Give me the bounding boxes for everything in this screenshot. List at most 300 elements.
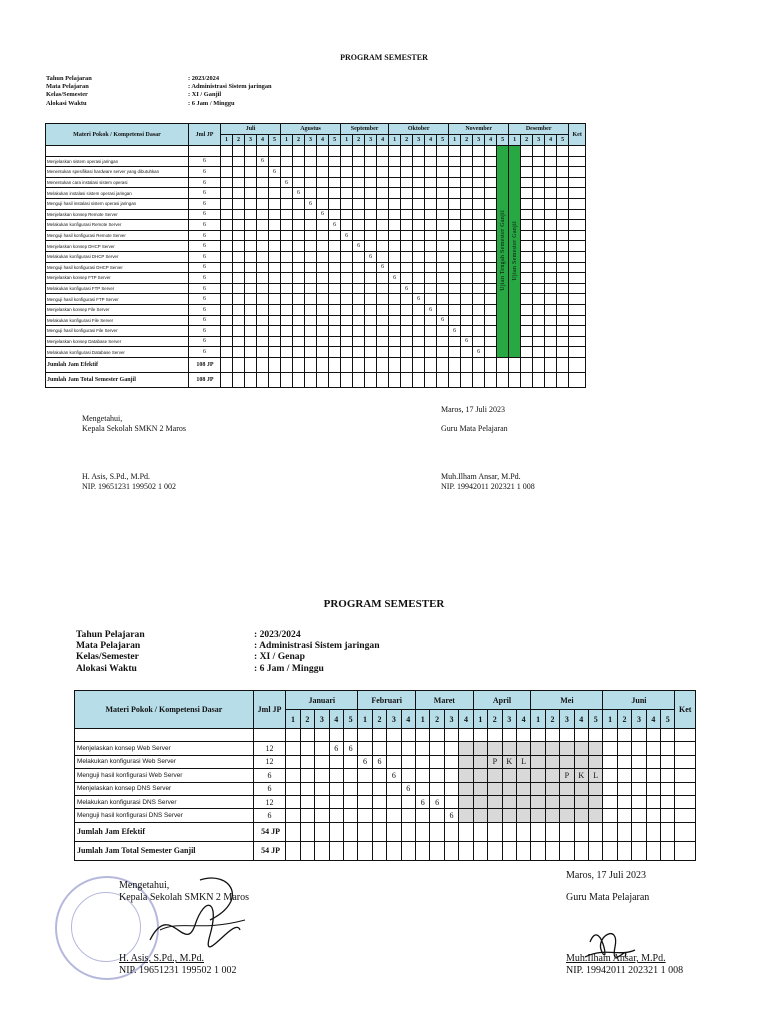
week-cell: [329, 167, 341, 178]
week-cell: [545, 283, 557, 294]
week-cell: [315, 755, 329, 768]
week-cell: [416, 782, 430, 795]
week-cell: [473, 146, 485, 157]
week-cell: [521, 198, 533, 209]
week-number: 2: [233, 135, 245, 146]
week-cell: [286, 782, 300, 795]
week-number: 4: [317, 135, 329, 146]
ket-cell: [569, 294, 586, 305]
page1-left-nip: NIP. 19651231 199502 1 002: [82, 482, 177, 491]
week-number: 4: [574, 710, 588, 729]
week-cell: [245, 347, 257, 358]
week-cell: [449, 251, 461, 262]
info-label: Kelas/Semester: [76, 651, 139, 663]
week-cell: [305, 315, 317, 326]
week-cell: [329, 283, 341, 294]
week-cell: [233, 167, 245, 178]
week-cell: [646, 769, 660, 782]
week-cell: [416, 742, 430, 755]
week-cell: [557, 220, 569, 231]
ket-cell: [675, 755, 696, 768]
week-cell: [269, 241, 281, 252]
week-cell: [286, 755, 300, 768]
week-cell: [329, 795, 343, 808]
week-cell: [485, 315, 497, 326]
page2-right-name: Muh.Ilham Ansar, M.Pd.: [566, 953, 666, 964]
week-cell: [317, 177, 329, 188]
week-cell: [372, 809, 386, 822]
week-cell: [557, 188, 569, 199]
week-cell: [545, 315, 557, 326]
week-cell: [485, 304, 497, 315]
week-cell: [257, 251, 269, 262]
week-cell: [557, 230, 569, 241]
ket-cell: [569, 283, 586, 294]
week-cell: [305, 294, 317, 305]
week-number: 2: [430, 710, 444, 729]
week-cell: [401, 251, 413, 262]
month-header: Mei: [531, 691, 603, 710]
week-cell: [387, 755, 401, 768]
week-cell: [533, 251, 545, 262]
week-cell: [281, 294, 293, 305]
jp-cell: 6: [189, 167, 221, 178]
week-cell: [377, 251, 389, 262]
week-cell: [245, 209, 257, 220]
week-cell: [485, 167, 497, 178]
week-cell: 6: [461, 336, 473, 347]
total-value: 54 JP: [253, 841, 286, 860]
week-cell: [257, 262, 269, 273]
month-header: September: [341, 124, 389, 135]
week-number: 5: [661, 710, 675, 729]
week-number: 2: [401, 135, 413, 146]
week-cell: [269, 156, 281, 167]
jp-cell: 12: [253, 795, 286, 808]
page1-schedule-table: [45, 123, 586, 388]
week-cell: [281, 156, 293, 167]
week-cell: [545, 262, 557, 273]
week-number: 2: [300, 710, 314, 729]
week-cell: [305, 188, 317, 199]
week-cell: [317, 336, 329, 347]
week-cell: [372, 742, 386, 755]
week-cell: [444, 782, 458, 795]
week-cell: 6: [389, 273, 401, 284]
week-cell: [413, 336, 425, 347]
jp-cell: 6: [253, 809, 286, 822]
week-number: 1: [286, 710, 300, 729]
week-cell: [317, 146, 329, 157]
week-cell: [221, 315, 233, 326]
week-cell: [485, 262, 497, 273]
week-cell: [317, 326, 329, 337]
week-cell: 6: [473, 347, 485, 358]
materi-cell: Menguji hasil konfigurasi DNS Server: [75, 809, 254, 822]
week-cell: [221, 347, 233, 358]
week-cell: [377, 304, 389, 315]
week-cell: [353, 262, 365, 273]
month-header: Oktober: [389, 124, 449, 135]
week-cell: [413, 230, 425, 241]
week-cell: [233, 315, 245, 326]
week-cell: [353, 347, 365, 358]
week-cell: [488, 809, 502, 822]
week-cell: [353, 294, 365, 305]
week-cell: [425, 347, 437, 358]
materi-cell: Menjelaskan konsep Remote Server: [46, 209, 189, 220]
week-cell: [305, 262, 317, 273]
week-number: 1: [509, 135, 521, 146]
week-cell: [329, 198, 341, 209]
week-cell: [389, 188, 401, 199]
week-cell: [437, 326, 449, 337]
total-value: 108 JP: [189, 372, 221, 387]
week-cell: [533, 177, 545, 188]
week-cell: [574, 809, 588, 822]
week-cell: [389, 251, 401, 262]
week-cell: [488, 742, 502, 755]
week-cell: [588, 809, 602, 822]
info-value: : XI / Genap: [254, 651, 305, 663]
week-cell: [533, 304, 545, 315]
week-cell: [425, 241, 437, 252]
week-cell: [353, 167, 365, 178]
week-cell: [269, 347, 281, 358]
week-number: 5: [329, 135, 341, 146]
week-cell: [473, 241, 485, 252]
week-cell: [269, 198, 281, 209]
week-cell: [305, 177, 317, 188]
week-cell: [473, 167, 485, 178]
week-cell: [329, 156, 341, 167]
week-cell: L: [588, 769, 602, 782]
week-cell: [281, 273, 293, 284]
week-cell: [221, 273, 233, 284]
week-cell: 6: [425, 304, 437, 315]
page1-right-name: Muh.Ilham Ansar, M.Pd.: [441, 472, 521, 481]
week-cell: [449, 188, 461, 199]
week-cell: [449, 167, 461, 178]
week-cell: [533, 283, 545, 294]
page1-left-name-block: [82, 472, 176, 492]
week-cell: [449, 315, 461, 326]
week-cell: [485, 251, 497, 262]
week-cell: [221, 177, 233, 188]
week-cell: [317, 241, 329, 252]
page1-title: PROGRAM SEMESTER: [340, 53, 428, 62]
week-cell: [329, 755, 343, 768]
info-label: Mata Pelajaran: [76, 640, 141, 652]
week-cell: [557, 241, 569, 252]
materi-cell: Menguji hasil konfigurasi Remote Server: [46, 230, 189, 241]
week-cell: [281, 251, 293, 262]
week-cell: [343, 782, 357, 795]
materi-cell: Menjelaskan konsep File Server: [46, 304, 189, 315]
week-cell: [293, 304, 305, 315]
week-cell: [603, 742, 617, 755]
week-cell: [430, 769, 444, 782]
week-cell: [444, 795, 458, 808]
week-cell: [461, 347, 473, 358]
week-number: 4: [425, 135, 437, 146]
week-cell: [444, 769, 458, 782]
week-cell: [233, 220, 245, 231]
week-number: 5: [497, 135, 509, 146]
week-cell: [281, 230, 293, 241]
week-cell: 6: [341, 230, 353, 241]
jp-cell: 6: [189, 304, 221, 315]
week-cell: [461, 230, 473, 241]
week-cell: [281, 146, 293, 157]
month-header: Juni: [603, 691, 675, 710]
week-cell: [329, 336, 341, 347]
week-cell: [545, 304, 557, 315]
week-cell: [449, 273, 461, 284]
week-cell: [502, 782, 516, 795]
week-cell: [646, 795, 660, 808]
week-cell: [317, 156, 329, 167]
materi-cell: Menguji hasil konfigurasi Web Server: [75, 769, 254, 782]
week-cell: [521, 304, 533, 315]
info-value: : Administrasi Sistem jaringan: [254, 640, 380, 652]
week-number: 3: [533, 135, 545, 146]
week-cell: [557, 315, 569, 326]
week-cell: [444, 755, 458, 768]
week-cell: [521, 262, 533, 273]
week-cell: [389, 262, 401, 273]
materi-cell: Menjelaskan konsep Web Server: [75, 742, 254, 755]
week-cell: [365, 294, 377, 305]
materi-cell: Menguji hasil konfigurasi DHCP Server: [46, 262, 189, 273]
week-cell: [560, 795, 574, 808]
week-cell: [473, 755, 487, 768]
week-cell: [233, 251, 245, 262]
week-number: 5: [557, 135, 569, 146]
week-cell: [401, 167, 413, 178]
week-cell: [341, 294, 353, 305]
week-cell: [461, 294, 473, 305]
week-cell: [341, 326, 353, 337]
week-cell: [413, 273, 425, 284]
week-cell: [293, 198, 305, 209]
week-cell: [459, 769, 473, 782]
week-number: 4: [516, 710, 530, 729]
week-cell: [305, 283, 317, 294]
week-number: 2: [545, 710, 559, 729]
week-cell: [661, 809, 675, 822]
week-cell: [661, 782, 675, 795]
week-cell: [617, 782, 631, 795]
week-cell: [365, 156, 377, 167]
week-cell: [401, 273, 413, 284]
week-cell: [353, 273, 365, 284]
week-cell: [329, 241, 341, 252]
week-number: 4: [459, 710, 473, 729]
week-cell: [387, 782, 401, 795]
jp-cell: 6: [189, 177, 221, 188]
week-cell: [401, 755, 415, 768]
week-cell: [485, 230, 497, 241]
week-cell: [389, 220, 401, 231]
week-cell: [416, 809, 430, 822]
week-cell: [377, 177, 389, 188]
week-number: 1: [281, 135, 293, 146]
week-cell: [401, 294, 413, 305]
week-cell: [329, 294, 341, 305]
week-cell: [430, 809, 444, 822]
week-cell: [413, 167, 425, 178]
week-cell: [377, 156, 389, 167]
jp-cell: 6: [189, 273, 221, 284]
week-cell: [353, 283, 365, 294]
ket-cell: [675, 742, 696, 755]
info-value: : 2023/2024: [254, 629, 301, 640]
ket-header: Ket: [675, 691, 696, 729]
week-cell: [365, 304, 377, 315]
week-cell: [221, 209, 233, 220]
ket-cell: [569, 304, 586, 315]
materi-cell: Menjelaskan sistem operasi jaringan: [46, 156, 189, 167]
week-cell: [377, 241, 389, 252]
week-cell: [488, 769, 502, 782]
week-cell: [449, 336, 461, 347]
week-number: 4: [329, 710, 343, 729]
week-cell: [341, 188, 353, 199]
ket-cell: [569, 198, 586, 209]
week-cell: [293, 262, 305, 273]
week-cell: [449, 220, 461, 231]
week-cell: [269, 262, 281, 273]
week-cell: [329, 326, 341, 337]
week-cell: [257, 304, 269, 315]
jp-cell: 6: [189, 198, 221, 209]
materi-cell: Menjelaskan konsep DNS Server: [75, 782, 254, 795]
week-cell: [293, 336, 305, 347]
week-cell: 6: [430, 795, 444, 808]
ket-cell: [569, 188, 586, 199]
week-cell: [233, 283, 245, 294]
week-cell: 6: [293, 188, 305, 199]
week-cell: [257, 273, 269, 284]
week-cell: [341, 220, 353, 231]
week-cell: [413, 209, 425, 220]
week-number: 3: [413, 135, 425, 146]
week-cell: [401, 809, 415, 822]
materi-cell: Menjelaskan konsep Database Server: [46, 336, 189, 347]
week-number: 1: [449, 135, 461, 146]
week-cell: [317, 315, 329, 326]
week-cell: [557, 336, 569, 347]
week-cell: [329, 347, 341, 358]
jp-cell: 6: [189, 283, 221, 294]
week-cell: [557, 283, 569, 294]
week-cell: [461, 188, 473, 199]
page1-left-signature-block: [82, 414, 186, 434]
week-cell: [560, 755, 574, 768]
week-cell: [221, 283, 233, 294]
week-cell: [305, 347, 317, 358]
week-cell: [533, 294, 545, 305]
week-cell: 6: [372, 755, 386, 768]
week-cell: [521, 177, 533, 188]
week-cell: [557, 167, 569, 178]
week-cell: [293, 273, 305, 284]
week-cell: [329, 146, 341, 157]
ket-cell: [569, 251, 586, 262]
week-cell: [588, 795, 602, 808]
week-cell: [281, 198, 293, 209]
week-number: 3: [632, 710, 646, 729]
week-cell: [233, 273, 245, 284]
materi-cell: Melakukan konfigurasi FTP Server: [46, 283, 189, 294]
week-cell: [353, 230, 365, 241]
week-cell: [461, 220, 473, 231]
month-header: April: [473, 691, 531, 710]
week-cell: [430, 742, 444, 755]
week-cell: [257, 283, 269, 294]
week-cell: [245, 326, 257, 337]
week-cell: [341, 146, 353, 157]
week-cell: [257, 177, 269, 188]
week-cell: [281, 347, 293, 358]
week-cell: [341, 262, 353, 273]
week-cell: [533, 230, 545, 241]
page1-right-nip: NIP. 19942011 202321 1 008: [441, 482, 535, 491]
week-cell: [281, 326, 293, 337]
week-cell: 6: [401, 782, 415, 795]
week-cell: [245, 177, 257, 188]
week-cell: [516, 795, 530, 808]
week-cell: [437, 230, 449, 241]
week-cell: [449, 262, 461, 273]
week-cell: [449, 241, 461, 252]
week-cell: [632, 755, 646, 768]
week-cell: [413, 304, 425, 315]
week-cell: [521, 251, 533, 262]
week-cell: [257, 336, 269, 347]
week-cell: [557, 198, 569, 209]
header-row: [46, 124, 586, 135]
week-cell: [617, 755, 631, 768]
week-cell: [365, 209, 377, 220]
info-label: Alokasi Waktu: [76, 662, 137, 674]
table-row: [46, 146, 586, 157]
week-cell: [389, 304, 401, 315]
week-cell: [473, 795, 487, 808]
week-cell: [632, 795, 646, 808]
jp-cell: [189, 146, 221, 157]
week-cell: [574, 795, 588, 808]
week-cell: [557, 177, 569, 188]
week-cell: [461, 326, 473, 337]
page1-left-name: H. Asis, S.Pd., M.Pd.: [82, 472, 151, 481]
week-cell: [358, 782, 372, 795]
week-cell: [221, 262, 233, 273]
week-cell: [449, 209, 461, 220]
week-cell: [545, 782, 559, 795]
week-cell: [281, 262, 293, 273]
week-cell: [221, 156, 233, 167]
week-cell: [401, 347, 413, 358]
week-cell: [365, 220, 377, 231]
week-cell: [389, 336, 401, 347]
week-cell: [269, 294, 281, 305]
week-cell: [485, 273, 497, 284]
week-cell: [372, 795, 386, 808]
week-cell: [521, 241, 533, 252]
week-cell: [437, 347, 449, 358]
